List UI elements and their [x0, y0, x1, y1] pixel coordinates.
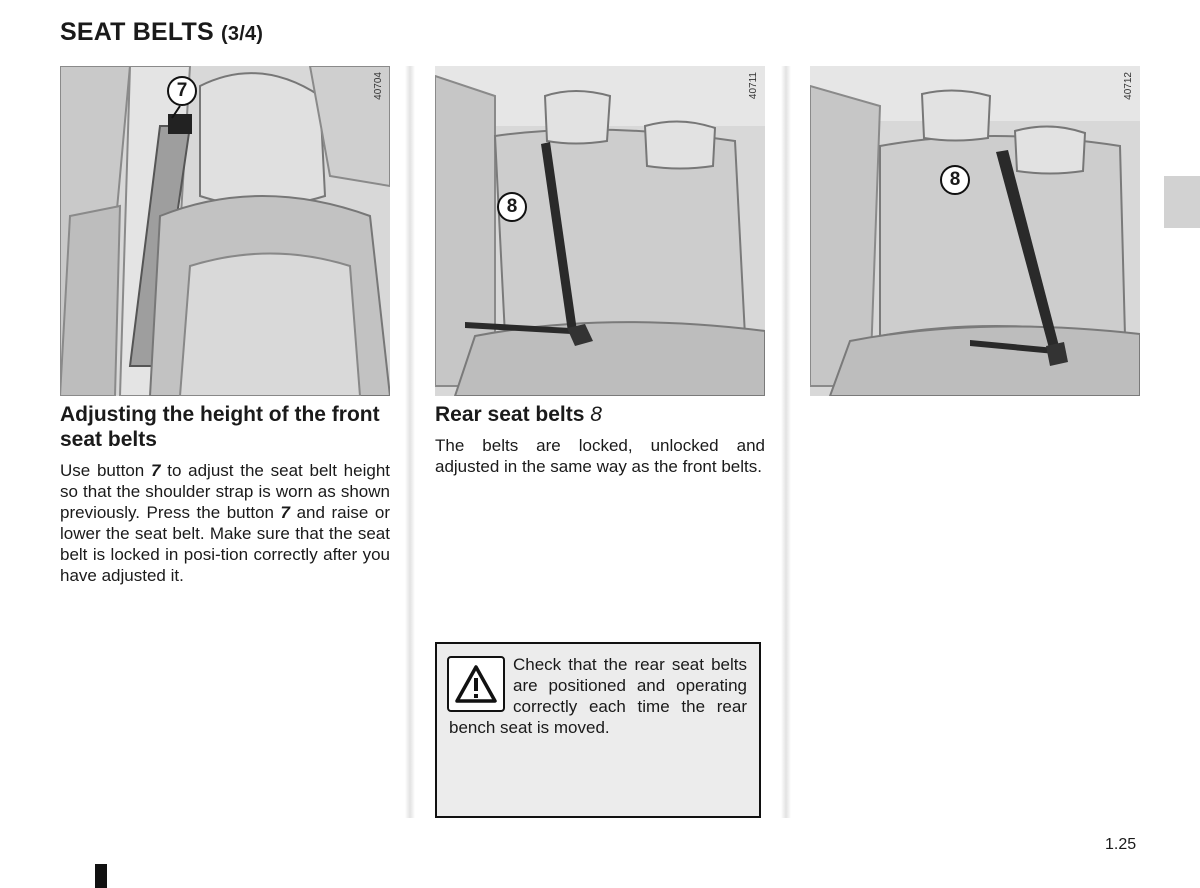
button-ref-7: 7	[151, 461, 161, 480]
title-suffix: (3/4)	[221, 23, 264, 45]
callout-7: 7	[167, 76, 197, 106]
title-text: SEAT BELTS	[60, 18, 214, 46]
page-number: 1.25	[1105, 836, 1137, 853]
belt-ref-8: 8	[590, 403, 602, 426]
column-divider	[781, 66, 791, 818]
rear-belts-paragraph: The belts are locked, unlocked and adjusted in the same way as the front belts.	[435, 436, 765, 476]
figure-rear-seat-belt-left	[435, 66, 765, 396]
callout-8: 8	[497, 192, 527, 222]
column-divider	[405, 66, 415, 818]
chapter-tab	[1164, 176, 1200, 228]
section-heading-front-belts: Adjusting the height of the front seat belts	[60, 403, 380, 451]
page-title	[60, 18, 263, 47]
rear-seat-illustration	[810, 66, 1140, 396]
warning-text: Check that the rear seat belts are positioned and operating correctly each time the rear bench seat is moved.	[449, 655, 747, 737]
section-heading-rear-belts: Rear seat belts 8	[435, 403, 602, 426]
figure-id: 40712	[1123, 72, 1134, 100]
rear-seat-illustration	[435, 66, 765, 396]
button-ref-7: 7	[280, 503, 291, 522]
print-mark	[95, 864, 107, 888]
warning-triangle-icon	[447, 656, 505, 712]
figure-rear-seat-belt-right	[810, 66, 1140, 396]
warning-box	[435, 642, 761, 818]
figure-id: 40704	[373, 72, 384, 100]
front-belts-paragraph: Use button 7 to adjust the seat belt height so that the shoulder strap is worn as shown previously. Press the button 7 and raise or lower the seat belt. Make sure that the seat belt is locked in posi-tion correctly after you have adjusted it.	[60, 461, 390, 585]
figure-id: 40711	[748, 72, 759, 100]
callout-8: 8	[940, 165, 970, 195]
figure-front-seat-belt	[60, 66, 390, 396]
front-seat-illustration	[60, 66, 390, 396]
